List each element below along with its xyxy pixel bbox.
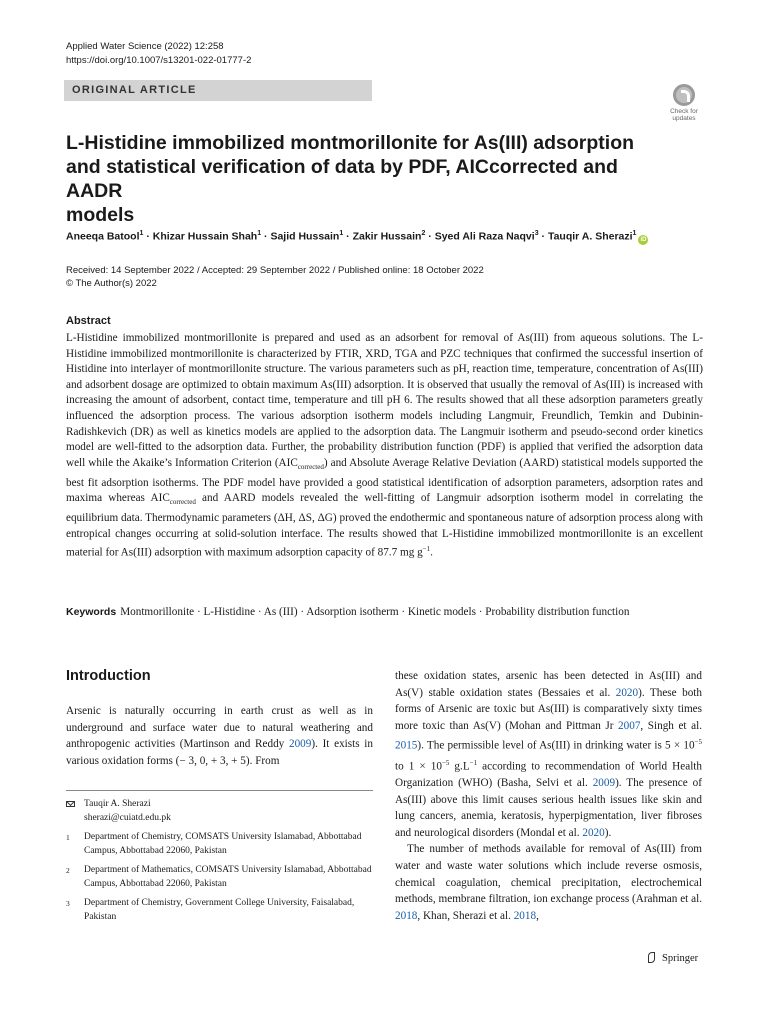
author-name[interactable]: Syed Ali Raza Naqvi bbox=[434, 230, 535, 243]
abstract-heading: Abstract bbox=[66, 315, 111, 327]
author-name[interactable]: Sajid Hussain bbox=[270, 230, 340, 243]
citation-link[interactable]: 2009 bbox=[288, 738, 312, 751]
affiliation-2: 2 Department of Mathematics, COMSATS University Islamabad, Abbottabad Campus, Abbottabad 22060, Pakistan bbox=[66, 865, 372, 889]
crossmark-icon bbox=[673, 84, 695, 106]
affiliation-3: 3 Department of Chemistry, Government College University, Faisalabad, Pakistan bbox=[66, 898, 355, 922]
affiliation-1: 1 Department of Chemistry, COMSATS University Islamabad, Abbottabad Campus, Abbottabad 22060, Pakistan bbox=[66, 832, 362, 856]
crossmark-label: Check for updates bbox=[670, 108, 698, 122]
paragraph: The number of methods available for removal of As(III) from water and waste water solutions which include reverse osmosis, chemical coagulation, chemical precipitation, electrochemical methods, membrane filtration, ion exchange process (Arahman et al. 2018, Khan, Sherazi et al. 2018, bbox=[395, 843, 702, 922]
citation-link[interactable]: 2020 bbox=[615, 686, 639, 699]
keywords-list: Montmorillonite · L-Histidine · As (III) · Adsorption isotherm · Kinetic models · Probability distribution function bbox=[120, 606, 630, 618]
author-name[interactable]: Zakir Hussain bbox=[352, 230, 422, 243]
orcid-icon[interactable]: iD bbox=[640, 236, 647, 243]
envelope-icon bbox=[66, 801, 75, 807]
article-title: L-Histidine immobilized montmorillonite for As(III) adsorption and statistical verification of data by PDF, AICcorrected and AADR models bbox=[66, 132, 635, 226]
abstract-text: L-Histidine immobilized montmorillonite is prepared and used as an adsorbent for removal of As(III) from aqueous solutions. The L-Histidine immobilized montmorillonite is characterized by FTIR, XRD, TGA and PZC techniques that confirmed the successful insertion of Histidine into interlayer of montmorillonite structure. The various parameters such as pH, reaction time, temperature, concentration of As(III) and adsorbent dosage are optimized to obtain maximum As(III) adsorption. It is observed that usually the removal of As(III) is increased with increasing the amount of adsorbent, contact time, temperature and till pH 6. The results showed that all these adsorption parameters greatly influenced the adsorption process. The various adsorption isotherm models including Langmuir, Freundlich, Temkin and Dubinin-Radishkevich (DR) as well as kinetics models are applied to the adsorption data. The Langmuir isotherm and pseudo-second order kinetics model are well-fitted to the adsorption data. Further, the probability distribution function (PDF) is applied that verified the adsorption data well while the Akaike’s Information Criterion $(AIC_{corrected})$ and Absolute Average Relative Deviation (AARD) statistical models supported the best fit adsorption isotherms. The PDF model have provided a good statistical identification of adsorption parameters, adsorption rates and maxima whereas $AIC_{corrected}$ and AARD models revealed the well-fitting of Langmuir adsorption isotherm model in correlating the equilibrium data. Thermodynamic parameters (ΔH, ΔS, ΔG) proved the endothermic and spontaneous nature of adsorption process along with entropical changes occurring at solid-solution interface. The results showed that L-Histidine immobilized montmorillonite is an excellent material for As(III) adsorption with maximum adsorption capacity of 87.7 mg $g^{-1}$. bbox=[66, 332, 703, 559]
article-type-banner: ORIGINAL ARTICLE bbox=[64, 80, 372, 101]
citation-link[interactable]: 2009 bbox=[592, 777, 616, 790]
copyright-line: © The Author(s) 2022 bbox=[66, 278, 157, 289]
citation-link[interactable]: 2015 bbox=[395, 740, 418, 753]
journal-header bbox=[66, 40, 251, 68]
citation-link[interactable]: 2018 bbox=[513, 909, 537, 922]
publication-dates: Received: 14 September 2022 / Accepted: 29 September 2022 / Published online: 18 October 2022 © The Author(s) 2022 bbox=[66, 265, 484, 289]
keywords bbox=[66, 605, 703, 621]
introduction-heading: Introduction bbox=[66, 668, 151, 684]
footnote-divider bbox=[66, 790, 373, 791]
citation-link[interactable]: 2018 bbox=[395, 909, 418, 922]
author-list: Aneeqa Batool$^1$ · Khizar Hussain Shah$^1$ · Sajid Hussain$^1$ · Zakir Hussain$^2$ · Syed Ali Raza Naqvi$^3$ · Tauqir A. Sherazi$^1$iD bbox=[66, 230, 647, 243]
publisher-name: Springer bbox=[662, 952, 699, 964]
publisher-logo bbox=[646, 951, 698, 965]
author-name[interactable]: Khizar Hussain Shah bbox=[152, 230, 258, 243]
footnotes bbox=[66, 798, 373, 930]
author-name[interactable]: Tauqir A. Sherazi bbox=[547, 230, 633, 243]
doi-link[interactable]: https://doi.org/10.1007/s13201-022-01777-2 bbox=[66, 55, 252, 66]
journal-citation: Applied Water Science (2022) 12:258 bbox=[66, 41, 224, 52]
corresponding-author: Tauqir A. Sherazi sherazi@cuiatd.edu.pk bbox=[66, 798, 373, 825]
check-for-updates-badge[interactable] bbox=[666, 84, 702, 124]
keywords-heading: Keywords bbox=[66, 606, 117, 618]
springer-horse-icon bbox=[646, 951, 658, 965]
author-name[interactable]: Aneeqa Batool bbox=[66, 230, 140, 243]
introduction-left-column: Arsenic is naturally occurring in earth crust as well as in underground and surface water due to natural weathering and anthropogenic activities (Martinson and Reddy 2009). It exists in various oxidation forms (− 3, 0, + 3, + 5). From bbox=[66, 705, 373, 767]
citation-link[interactable]: 2020 bbox=[582, 826, 605, 839]
introduction-right-column bbox=[395, 668, 702, 924]
paragraph: these oxidation states, arsenic has been detected in As(III) and As(V) stable oxidation states (Bessaies et al. 2020). These both forms of Arsenic are toxic but As(III) is comparatively sixty times more toxic than As(V) (Mohan and Pittman Jr 2007, Singh et al. 2015). The permissible level of As(III) in drinking water is $5 \times 10^{-5}$ to $1 \times 10^{-5}$ $g.L^{-1}$ according to recommendation of World Health Organization (WHO) (Basha, Selvi et al. 2009). The presence of As(III) above this limit causes serious health issues like skin and lung cancers, anemia, keratosis, hyperpigmentation, liver fibroses and neurological disorders (Mondal et al. 2020). bbox=[395, 670, 703, 839]
email-link[interactable]: sherazi@cuiatd.edu.pk bbox=[84, 812, 171, 823]
citation-link[interactable]: 2007 bbox=[618, 719, 641, 732]
